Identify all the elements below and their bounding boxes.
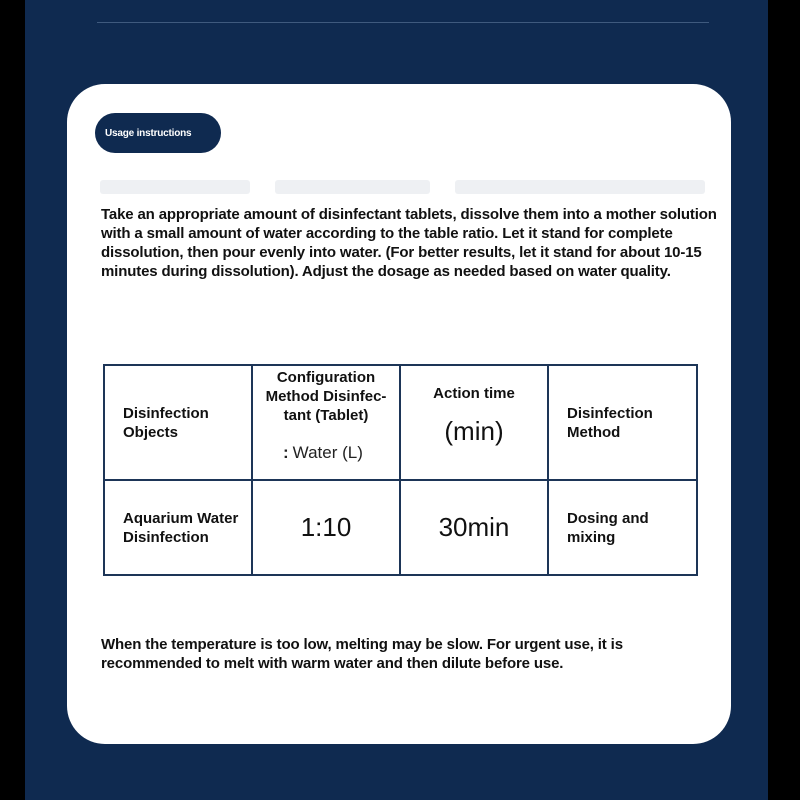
ratio-colon: : (283, 443, 289, 462)
header-action-unit: (min) (444, 415, 504, 446)
instructions-text: Take an appropriate amount of disinfectant tablets, dissolve them into a mother solution with a small amount of water according to the table ratio. Let it stand for complete dissolution, then pour evenly into water. (For better results, let it stand for about 10-15 minutes during dissolution). Adjust the dosage as needed based on water quality. (101, 206, 717, 280)
cell-objects: Aquarium Water Disinfection (104, 480, 252, 575)
faded-text-line (455, 180, 705, 194)
top-divider (97, 22, 709, 23)
temperature-note: When the temperature is too low, melting may be slow. For urgent use, it is recommended to melt with warm water and then dilute before use. (101, 636, 623, 672)
header-config (252, 365, 400, 480)
faded-text-line (100, 180, 250, 194)
cell-time: 30min (400, 480, 548, 575)
dosage-table (103, 364, 698, 576)
table-header-row (104, 365, 697, 480)
header-config-title: Configuration Method Disinfec-tant (Tablet) (265, 369, 387, 424)
cell-ratio: 1:10 (252, 480, 400, 575)
usage-badge (95, 113, 221, 153)
header-action (400, 365, 548, 480)
table-row (104, 480, 697, 575)
water-unit-label: Water (L) (292, 443, 363, 462)
header-method: Disinfection Method (548, 365, 697, 480)
header-config-water (253, 443, 399, 463)
header-action-title: Action time (433, 384, 515, 402)
usage-badge-label: Usage instructions (105, 127, 192, 139)
faded-text-line (275, 180, 430, 194)
header-objects: Disinfection Objects (104, 365, 252, 480)
cell-method: Dosing and mixing (548, 480, 697, 575)
